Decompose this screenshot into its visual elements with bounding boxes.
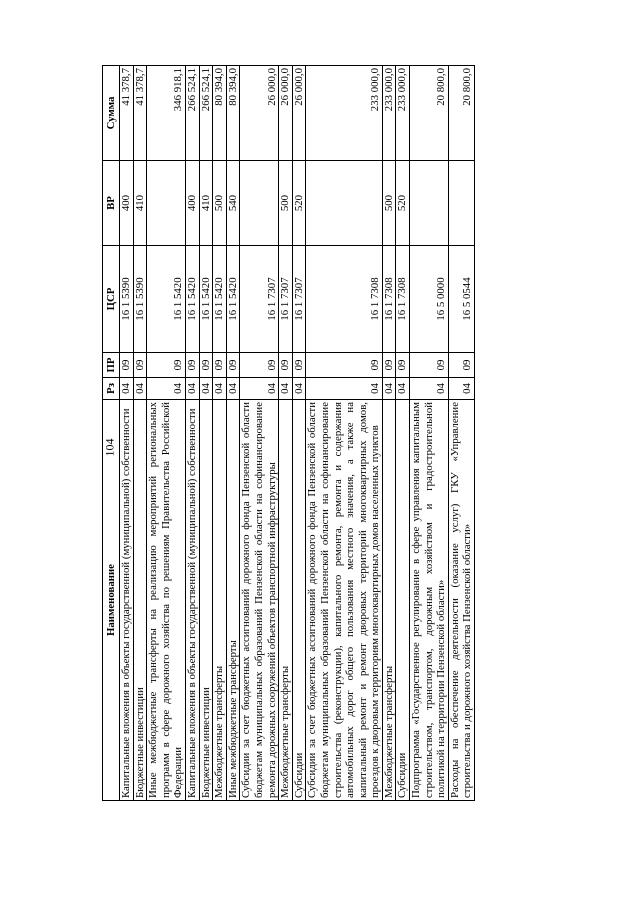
cell-sum: 80 394,0 (226, 66, 240, 161)
table-row (133, 66, 147, 801)
table-row (410, 66, 449, 801)
cell-vr (240, 161, 279, 246)
header-rz: Рз (103, 378, 120, 400)
table-row (120, 66, 134, 801)
cell-sum: 20 800,0 (448, 66, 474, 161)
cell-vr: 540 (226, 161, 240, 246)
cell-sum: 41 378,7 (133, 66, 147, 161)
cell-csr: 16 1 5390 (120, 246, 134, 353)
cell-rz: 04 (185, 378, 199, 400)
cell-vr: 410 (133, 161, 147, 246)
cell-vr: 520 (396, 161, 410, 246)
cell-rz: 04 (133, 378, 147, 400)
cell-name: Подпрограмма «Государственное регулирование в сфере управления капитальным строительством, транспортом, дорожным хозяйством и градостроительной политикой на территории Пензенской области» (410, 400, 449, 801)
cell-rz: 04 (120, 378, 134, 400)
table-row (226, 66, 240, 801)
cell-sum: 26 000,0 (279, 66, 293, 161)
cell-pr: 09 (226, 353, 240, 378)
cell-name: Межбюджетные трансферты (213, 400, 227, 801)
cell-csr: 16 1 5420 (226, 246, 240, 353)
cell-rz: 04 (396, 378, 410, 400)
cell-rz: 04 (382, 378, 396, 400)
cell-sum: 26 000,0 (292, 66, 306, 161)
header-csr: ЦСР (103, 246, 120, 353)
cell-name: Субсидии (292, 400, 306, 801)
cell-rz: 04 (226, 378, 240, 400)
cell-name: Капитальные вложения в объекты государственной (муниципальной) собственности (120, 400, 134, 801)
cell-sum: 41 378,7 (120, 66, 134, 161)
cell-rz: 04 (448, 378, 474, 400)
cell-pr: 09 (185, 353, 199, 378)
cell-csr: 16 5 0544 (448, 246, 474, 353)
table-row (279, 66, 293, 801)
page-number: 104 (102, 438, 117, 457)
cell-rz: 04 (292, 378, 306, 400)
cell-pr: 09 (448, 353, 474, 378)
cell-pr: 09 (240, 353, 279, 378)
cell-vr (448, 161, 474, 246)
table-row (396, 66, 410, 801)
cell-sum: 20 800,0 (410, 66, 449, 161)
cell-pr: 09 (133, 353, 147, 378)
cell-csr: 16 1 7307 (292, 246, 306, 353)
cell-name: Бюджетные инвестиции (199, 400, 213, 801)
cell-pr: 09 (292, 353, 306, 378)
cell-rz: 04 (279, 378, 293, 400)
table-row (306, 66, 383, 801)
cell-sum: 26 000,0 (240, 66, 279, 161)
cell-sum: 233 000,0 (396, 66, 410, 161)
cell-csr: 16 1 5420 (213, 246, 227, 353)
cell-vr: 410 (199, 161, 213, 246)
cell-pr: 09 (279, 353, 293, 378)
cell-csr: 16 1 5420 (185, 246, 199, 353)
header-sum: Сумма (103, 66, 120, 161)
table-row (185, 66, 199, 801)
cell-csr: 16 1 7308 (306, 246, 383, 353)
cell-vr (147, 161, 186, 246)
cell-name: Субсидии за счет бюджетных ассигнований дорожного фонда Пензенской области бюджетам муниципальных образований Пензенской области на софинансирование ремонта дорожных сооружений объектов транспортной инфраструктуры (240, 400, 279, 801)
cell-csr: 16 1 5420 (147, 246, 186, 353)
table-row (199, 66, 213, 801)
table-row (240, 66, 279, 801)
cell-name: Субсидии (396, 400, 410, 801)
table-row (147, 66, 186, 801)
cell-rz: 04 (147, 378, 186, 400)
header-name: Наименование (103, 400, 120, 801)
cell-rz: 04 (240, 378, 279, 400)
cell-pr: 09 (120, 353, 134, 378)
cell-csr: 16 1 7308 (396, 246, 410, 353)
rotated-page-content (102, 66, 475, 801)
cell-rz: 04 (306, 378, 383, 400)
cell-sum: 266 524,1 (185, 66, 199, 161)
header-pr: ПР (103, 353, 120, 378)
cell-name: Межбюджетные трансферты (382, 400, 396, 801)
cell-csr: 16 5 0000 (410, 246, 449, 353)
cell-sum: 233 000,0 (306, 66, 383, 161)
cell-vr: 520 (292, 161, 306, 246)
cell-sum: 346 918,1 (147, 66, 186, 161)
cell-name: Капитальные вложения в объекты государственной (муниципальной) собственности (185, 400, 199, 801)
header-vr: ВР (103, 161, 120, 246)
cell-csr: 16 1 5420 (199, 246, 213, 353)
cell-pr: 09 (306, 353, 383, 378)
cell-csr: 16 1 7307 (279, 246, 293, 353)
cell-vr: 500 (382, 161, 396, 246)
cell-rz: 04 (213, 378, 227, 400)
cell-pr: 09 (213, 353, 227, 378)
cell-sum: 266 524,1 (199, 66, 213, 161)
cell-sum: 233 000,0 (382, 66, 396, 161)
cell-sum: 80 394,0 (213, 66, 227, 161)
cell-name: Субсидии за счет бюджетных ассигнований дорожного фонда Пензенской области бюджетам муниципальных образований Пензенской области на софинансирование строительства (реконструкции), капитального ремонта, ремонта и содержания автомобильных дорог общего пользования местного значения, а также на капитальный ремонт и ремонт дворовых территорий многоквартирных домов, проездов к дворовым территориям многоквартирных домов населенных пунктов (306, 400, 383, 801)
table-row (292, 66, 306, 801)
cell-pr: 09 (410, 353, 449, 378)
cell-name: Бюджетные инвестиции (133, 400, 147, 801)
cell-vr: 400 (120, 161, 134, 246)
cell-rz: 04 (410, 378, 449, 400)
table-row (448, 66, 474, 801)
table-row (213, 66, 227, 801)
cell-pr: 09 (199, 353, 213, 378)
cell-vr (306, 161, 383, 246)
cell-vr: 500 (213, 161, 227, 246)
cell-pr: 09 (147, 353, 186, 378)
cell-name: Иные межбюджетные трансферты (226, 400, 240, 801)
cell-csr: 16 1 5390 (133, 246, 147, 353)
budget-table (102, 65, 475, 801)
table-row (382, 66, 396, 801)
cell-pr: 09 (396, 353, 410, 378)
cell-vr (410, 161, 449, 246)
cell-name: Расходы на обеспечение деятельности (оказание услуг) ГКУ «Управление строительства и дорожного хозяйства Пензенской области» (448, 400, 474, 801)
cell-vr: 500 (279, 161, 293, 246)
cell-rz: 04 (199, 378, 213, 400)
cell-csr: 16 1 7307 (240, 246, 279, 353)
cell-name: Иные межбюджетные трансферты на реализацию мероприятий региональных программ в сфере дорожного хозяйства по решениям Правительства Российской Федерации (147, 400, 186, 801)
cell-name: Межбюджетные трансферты (279, 400, 293, 801)
cell-csr: 16 1 7308 (382, 246, 396, 353)
cell-pr: 09 (382, 353, 396, 378)
cell-vr: 400 (185, 161, 199, 246)
table-header-row (103, 66, 120, 801)
